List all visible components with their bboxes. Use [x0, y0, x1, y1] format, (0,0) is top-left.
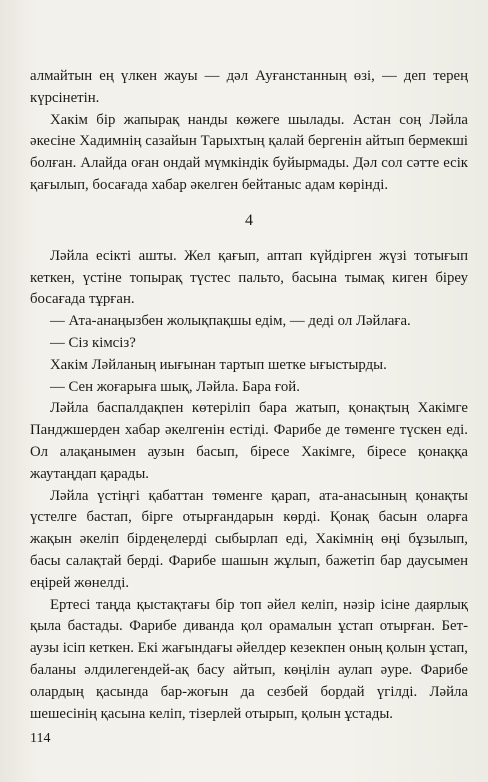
page-number: 114	[30, 731, 51, 746]
page-body	[30, 66, 468, 725]
paragraph: Ләйла үстіңгі қабаттан төменге қарап, ата-анасының қонақты үстелге бастап, бірге отырғандарын көрді. Қонақ басын оларға жақын әкеліп бірдеңелерді сыбырлап еді, Хакімнің өңі бұзылып, басы салақтай берді. Фарибе шашын жұлып, бажетіп бар даусымен еңірей жөнелді.	[30, 487, 468, 591]
paragraph: Хакім Ләйланың иығынан тартып шетке ығыстырды.	[50, 356, 387, 373]
paragraph: Хакім бір жапырақ нанды көжеге шылады. Астан соң Ләйла әкесіне Хадимнің сазайын Тарыхтың қалай бергенін айтып бермекші болған. Алайда оған ондай мүмкіндік буйырмады. Дәл сол сәтте есік қағылып, босағада хабар әкелген бейтаныс адам көрінді.	[30, 111, 468, 193]
dialogue-line: — Сіз кімсіз?	[50, 334, 136, 351]
dialogue-line: — Ата-анаңызбен жолықпақшы едім, — деді ол Ләйлаға.	[50, 313, 411, 330]
chapter-number: 4	[245, 211, 253, 229]
paragraph: Ләйла есікті ашты. Жел қағып, аптап күйдірген жүзі тотығып кеткен, үстіне топырақ түстес пальто, басына тымақ киген біреу босағада тұрған.	[30, 247, 468, 308]
paragraph: Ләйла баспалдақпен көтеріліп бара жатып, қонақтың Хакімге Панджшерден хабар әкелгенін естіді. Фарибе де төменге түскен еді. Ол алақанымен аузын басып, біресе Хакімге, біресе қонаққа жаутаңдап қарады.	[30, 400, 468, 482]
dialogue-line: — Сен жоғарыға шық, Ләйла. Бара ғой.	[50, 378, 300, 395]
paragraph: алмайтын ең үлкен жауы — дәл Ауғанстанның өзі, — деп терең күрсінетін.	[30, 68, 468, 106]
paragraph: Ертесі таңда қыстақтағы бір топ әйел келіп, нәзір ісіне даярлық қыла бастады. Фарибе диванда қол орамалын ұстап отырған. Бет-аузы ісіп кеткен. Екі жағындағы әйелдер кезекпен оның қолын ұстап, баланы әлдилегендей-ақ басу айтып, көңілін аулап әуре. Фарибе олардың қасында бар-жоғын да сезбей бордай үгілді. Ләйла шешесінің қасына келіп, тізерлей отырып, қолын ұстады.	[30, 596, 468, 722]
